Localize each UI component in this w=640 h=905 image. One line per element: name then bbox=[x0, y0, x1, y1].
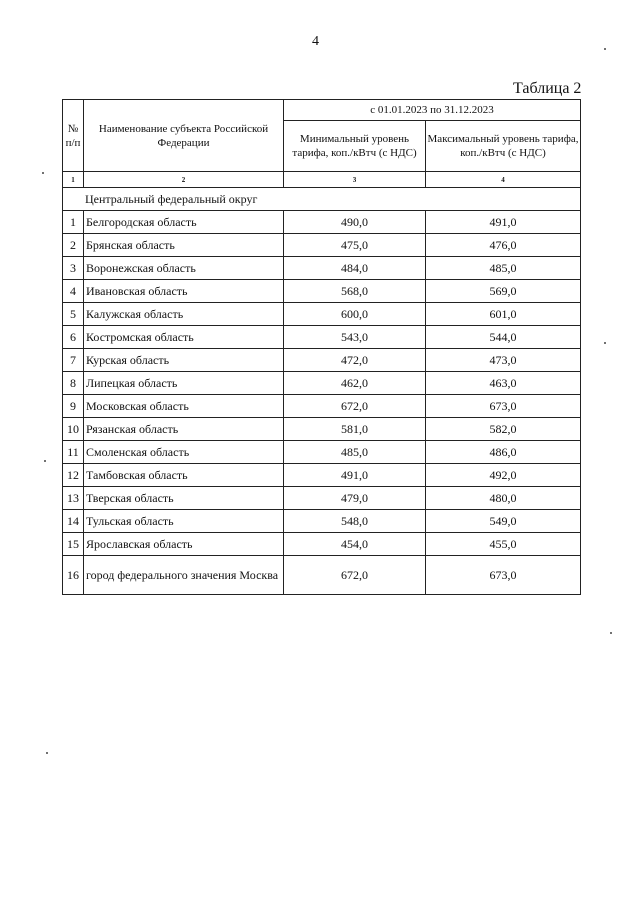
max-tariff: 486,0 bbox=[426, 441, 581, 464]
table-row bbox=[63, 349, 581, 372]
max-tariff: 491,0 bbox=[426, 211, 581, 234]
region-name: Рязанская область bbox=[84, 418, 284, 441]
min-tariff: 490,0 bbox=[284, 211, 426, 234]
row-number: 14 bbox=[63, 510, 84, 533]
table-row bbox=[63, 487, 581, 510]
scan-speck bbox=[46, 752, 48, 754]
min-tariff: 543,0 bbox=[284, 326, 426, 349]
min-tariff: 491,0 bbox=[284, 464, 426, 487]
row-number: 16 bbox=[63, 556, 84, 595]
max-tariff: 673,0 bbox=[426, 556, 581, 595]
max-tariff: 476,0 bbox=[426, 234, 581, 257]
row-number: 12 bbox=[63, 464, 84, 487]
region-name: Ивановская область bbox=[84, 280, 284, 303]
page-number: 4 bbox=[312, 34, 319, 49]
row-number: 2 bbox=[63, 234, 84, 257]
row-number: 10 bbox=[63, 418, 84, 441]
scan-speck bbox=[44, 460, 46, 462]
min-tariff: 475,0 bbox=[284, 234, 426, 257]
region-name: Белгородская область bbox=[84, 211, 284, 234]
row-number: 15 bbox=[63, 533, 84, 556]
max-tariff: 569,0 bbox=[426, 280, 581, 303]
region-name: Костромская область bbox=[84, 326, 284, 349]
region-name: Тамбовская область bbox=[84, 464, 284, 487]
max-tariff: 549,0 bbox=[426, 510, 581, 533]
table-row bbox=[63, 418, 581, 441]
region-name: Тверская область bbox=[84, 487, 284, 510]
min-tariff: 600,0 bbox=[284, 303, 426, 326]
section-title: Центральный федеральный округ bbox=[63, 188, 581, 211]
table-row bbox=[63, 211, 581, 234]
header-name: Наименование субъекта Российской Федерации bbox=[84, 100, 284, 172]
tariff-table bbox=[62, 99, 581, 595]
column-number: 3 bbox=[284, 172, 426, 188]
region-name: Смоленская область bbox=[84, 441, 284, 464]
region-name: Тульская область bbox=[84, 510, 284, 533]
table-row bbox=[63, 556, 581, 595]
region-name: Ярославская область bbox=[84, 533, 284, 556]
row-number: 3 bbox=[63, 257, 84, 280]
table-row bbox=[63, 280, 581, 303]
table-header bbox=[63, 100, 581, 188]
min-tariff: 672,0 bbox=[284, 395, 426, 418]
region-name: Курская область bbox=[84, 349, 284, 372]
header-max: Максимальный уровень тарифа, коп./кВтч (с НДС) bbox=[426, 121, 581, 172]
table-row bbox=[63, 303, 581, 326]
table-body bbox=[63, 188, 581, 595]
table-row bbox=[63, 533, 581, 556]
header-no: № п/п bbox=[63, 100, 84, 172]
max-tariff: 485,0 bbox=[426, 257, 581, 280]
row-number: 9 bbox=[63, 395, 84, 418]
region-name: Воронежская область bbox=[84, 257, 284, 280]
min-tariff: 462,0 bbox=[284, 372, 426, 395]
min-tariff: 454,0 bbox=[284, 533, 426, 556]
row-number: 13 bbox=[63, 487, 84, 510]
max-tariff: 673,0 bbox=[426, 395, 581, 418]
table-row bbox=[63, 372, 581, 395]
section-row bbox=[63, 188, 581, 211]
region-name-text: город федерального значения Москва bbox=[86, 567, 279, 582]
table-row bbox=[63, 395, 581, 418]
column-number-row bbox=[63, 172, 581, 188]
table-row bbox=[63, 234, 581, 257]
scan-speck bbox=[42, 172, 44, 174]
region-name: Московская область bbox=[84, 395, 284, 418]
min-tariff: 548,0 bbox=[284, 510, 426, 533]
table-row bbox=[63, 464, 581, 487]
max-tariff: 463,0 bbox=[426, 372, 581, 395]
table-row bbox=[63, 510, 581, 533]
header-min: Минимальный уровень тарифа, коп./кВтч (с НДС) bbox=[284, 121, 426, 172]
column-number: 2 bbox=[84, 172, 284, 188]
row-number: 6 bbox=[63, 326, 84, 349]
row-number: 1 bbox=[63, 211, 84, 234]
min-tariff: 568,0 bbox=[284, 280, 426, 303]
scan-speck bbox=[610, 632, 612, 634]
column-number: 1 bbox=[63, 172, 84, 188]
row-number: 8 bbox=[63, 372, 84, 395]
min-tariff: 485,0 bbox=[284, 441, 426, 464]
min-tariff: 581,0 bbox=[284, 418, 426, 441]
table-row bbox=[63, 257, 581, 280]
min-tariff: 472,0 bbox=[284, 349, 426, 372]
row-number: 4 bbox=[63, 280, 84, 303]
min-tariff: 479,0 bbox=[284, 487, 426, 510]
scan-speck bbox=[604, 48, 606, 50]
max-tariff: 544,0 bbox=[426, 326, 581, 349]
row-number: 5 bbox=[63, 303, 84, 326]
scan-speck bbox=[604, 342, 606, 344]
max-tariff: 473,0 bbox=[426, 349, 581, 372]
region-name bbox=[84, 556, 284, 595]
table-row bbox=[63, 326, 581, 349]
max-tariff: 492,0 bbox=[426, 464, 581, 487]
region-name: Брянская область bbox=[84, 234, 284, 257]
row-number: 11 bbox=[63, 441, 84, 464]
table-label: Таблица 2 bbox=[513, 80, 582, 97]
region-name: Калужская область bbox=[84, 303, 284, 326]
min-tariff: 672,0 bbox=[284, 556, 426, 595]
column-number: 4 bbox=[426, 172, 581, 188]
row-number: 7 bbox=[63, 349, 84, 372]
region-name: Липецкая область bbox=[84, 372, 284, 395]
max-tariff: 480,0 bbox=[426, 487, 581, 510]
max-tariff: 601,0 bbox=[426, 303, 581, 326]
max-tariff: 582,0 bbox=[426, 418, 581, 441]
header-period: с 01.01.2023 по 31.12.2023 bbox=[284, 100, 581, 121]
min-tariff: 484,0 bbox=[284, 257, 426, 280]
table-row bbox=[63, 441, 581, 464]
max-tariff: 455,0 bbox=[426, 533, 581, 556]
